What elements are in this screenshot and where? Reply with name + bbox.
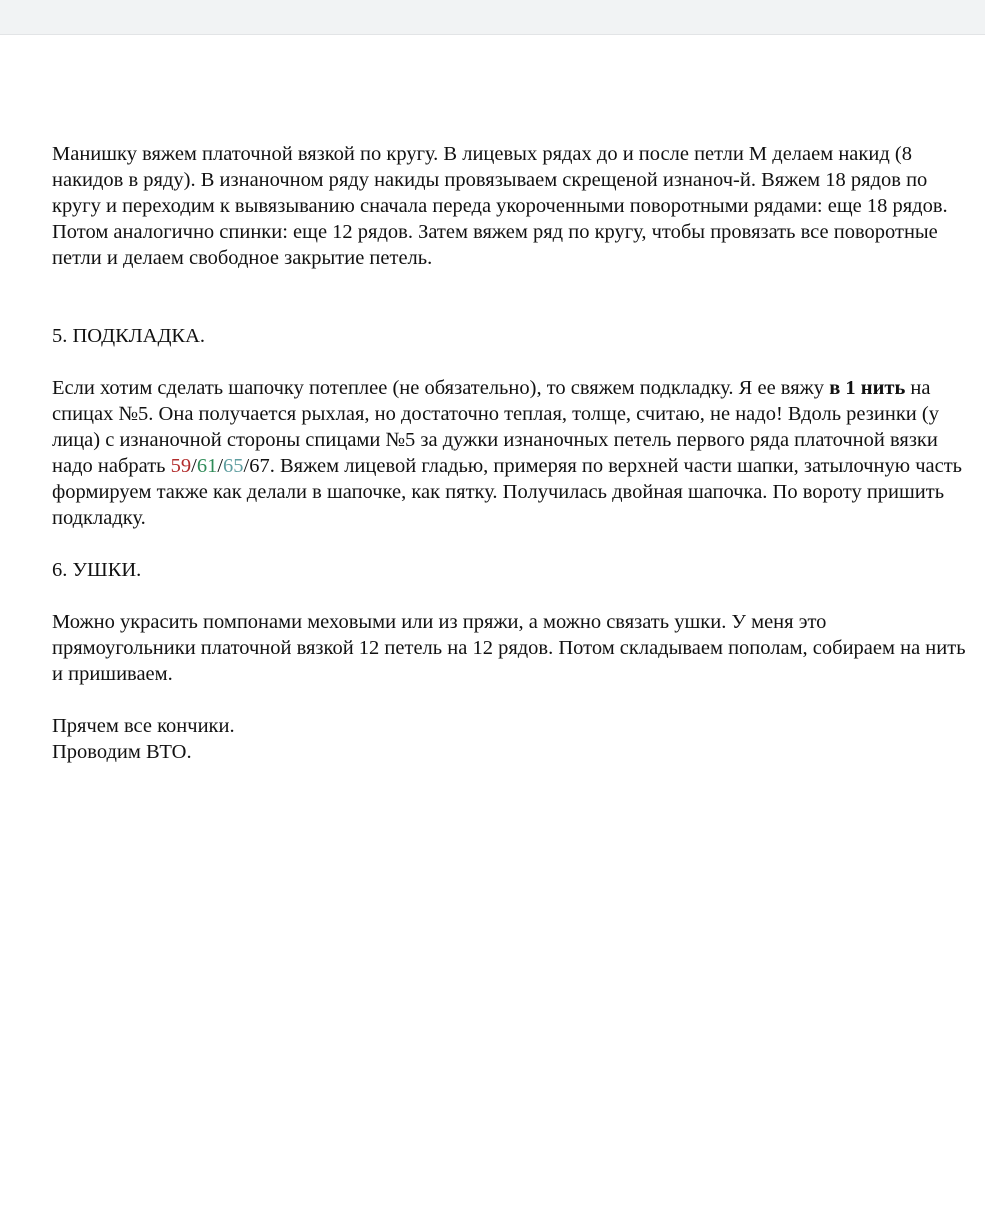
- section-heading-ears: 6. УШКИ.: [52, 559, 142, 581]
- size-count-1: 59: [170, 455, 192, 477]
- paragraph-shirt-front: Манишку вяжем платочной вязкой по кругу. В лицевых рядах до и после петли М делаем накид (8 накидов в ряду). В изнаночном ряду накиды провязываем скрещеной изнаноч-й. Вяжем 18 рядов по кругу и переходим к вывязыванию сначала переда укороченными поворотными рядами: еще 18 рядов. Потом аналогично спинки: еще 12 рядов. Затем вяжем ряд по кругу, чтобы провязать все поворотные петли и делаем свободное закрытие петель.: [52, 143, 948, 269]
- viewer-top-bar: [0, 0, 985, 35]
- paragraph-lining: [52, 375, 967, 531]
- size-separator: /: [191, 455, 197, 477]
- lining-text-b: на спицах №5. Она получается рыхлая, но достаточно теплая, толще, считаю, не надо! Вдоль резинки (у лица) с изнаночной стороны спицами №5 за дужки изнаночных петель первого ряда платочной вязки надо набрать: [52, 377, 939, 477]
- lining-bold-yarn: в 1 нить: [829, 377, 906, 399]
- section-heading-lining: 5. ПОДКЛАДКА.: [52, 325, 206, 347]
- lining-text-a: Если хотим сделать шапочку потеплее (не обязательно), то свяжем подкладку. Я ее вяжу: [52, 377, 830, 399]
- size-separator: /: [217, 455, 224, 477]
- document-content: [52, 141, 967, 765]
- finishing-line-ends: Прячем все кончики.: [52, 715, 235, 737]
- paragraph-ears: Можно украсить помпонами меховыми или из пряжи, а можно связать ушки. У меня это прямоугольники платочной вязкой 12 петель на 12 рядов. Потом складываем пополам, собираем на нить и пришиваем.: [52, 611, 966, 685]
- size-count-2: 61: [196, 455, 218, 477]
- finishing-line-blocking: Проводим ВТО.: [52, 741, 192, 763]
- size-separator: /: [243, 455, 250, 477]
- size-count-4: 67: [249, 455, 270, 477]
- size-count-3: 65: [223, 455, 244, 477]
- lining-text-c: . Вяжем лицевой гладью, примеряя по верхней части шапки, затылочную часть формируем также как делали в шапочке, как пятку. Получилась двойная шапочка. По вороту пришить подкладку.: [52, 455, 963, 529]
- document-page: [0, 35, 985, 1232]
